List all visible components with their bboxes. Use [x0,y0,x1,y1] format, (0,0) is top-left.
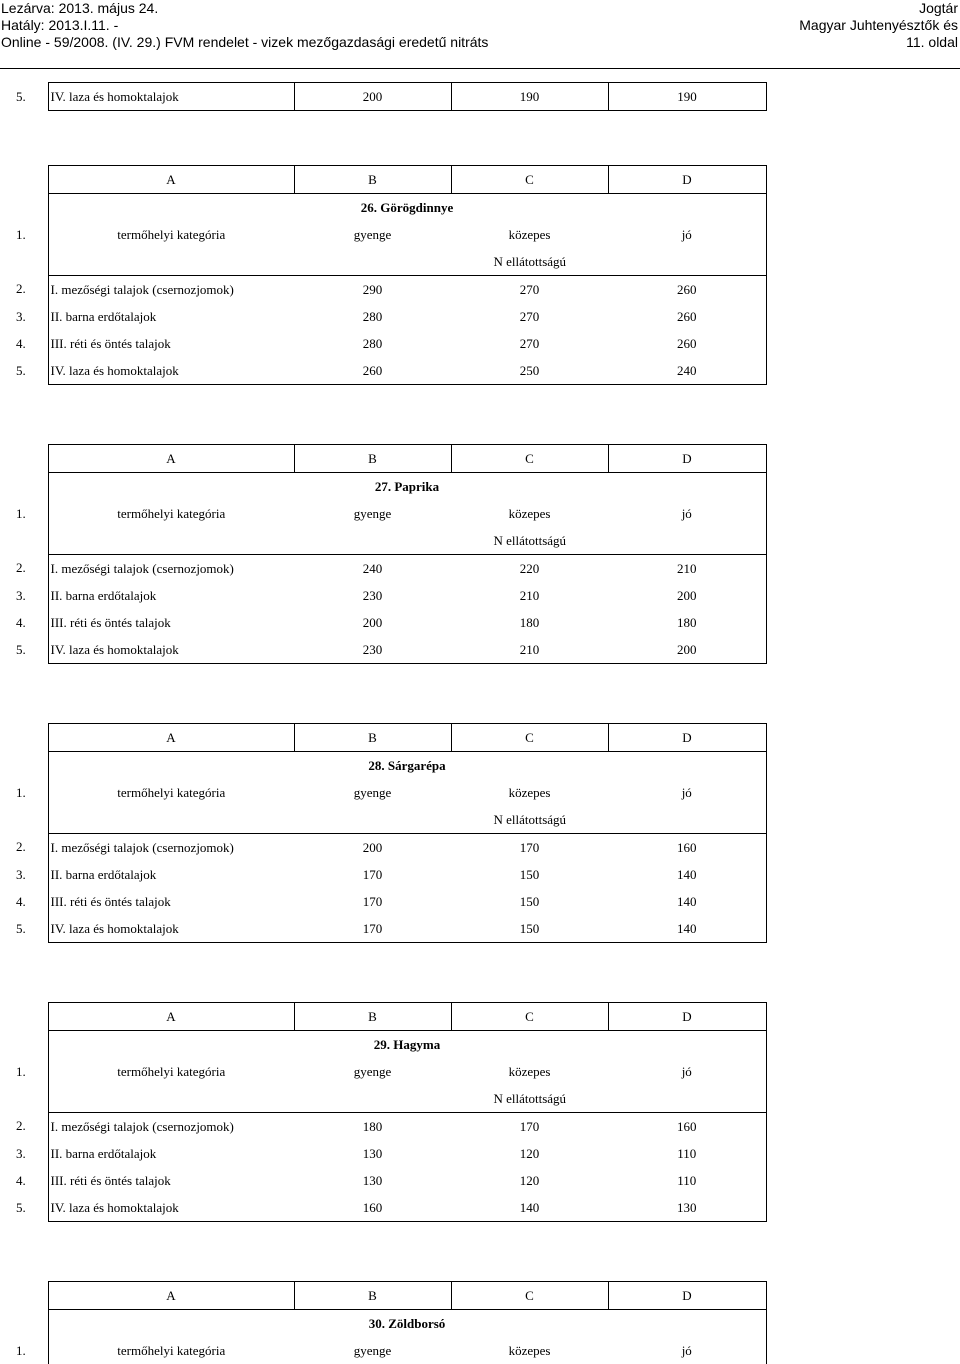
column-letter-row [8,1003,766,1031]
category-label: termőhelyi kategória [48,1058,294,1085]
row-number: 5. [16,88,26,104]
table-paprika [8,444,767,664]
column-letter: C [451,445,608,473]
table-row: 5. IV. laza és homoktalajok 160 140 130 [8,1194,766,1222]
column-letter: D [608,724,766,752]
table-title: 28. Sárgarépa [368,757,446,773]
category-b: gyenge [353,1342,392,1358]
table-title: 30. Zöldborsó [368,1315,446,1331]
table-row: 3. II. barna erdőtalajok 230 210 200 [8,582,766,609]
column-letter-row [8,166,766,194]
column-letter: A [48,1003,294,1031]
category-label: termőhelyi kategória [48,500,294,527]
column-letter: A [48,166,294,194]
table-row: 5. IV. laza és homoktalajok 260 250 240 [8,357,766,385]
row-label: IV. laza és homoktalajok [48,83,294,111]
licensee: Magyar Juhtenyésztők és [799,17,958,33]
column-letter: A [48,1282,294,1310]
column-letter: A [48,724,294,752]
table-gorogdinnye [8,165,767,385]
category-c: közepes [508,505,551,521]
table-row: 3. II. barna erdőtalajok 280 270 260 [8,303,766,330]
column-letter: C [451,1003,608,1031]
continuation-table [8,82,767,111]
table-row: 4. III. réti és öntés talajok 280 270 260 [8,330,766,357]
cell-c: 190 [451,83,608,111]
header-divider [0,68,960,69]
column-letter: B [294,166,451,194]
publisher: Jogtár [919,0,958,16]
table-sargarepa [8,723,767,943]
column-letter: B [294,445,451,473]
header-right [799,0,958,51]
column-letter: B [294,1282,451,1310]
category-c: közepes [508,1342,551,1358]
row-number: 1. [16,1342,26,1358]
table-row [8,83,766,111]
column-letter: D [608,1003,766,1031]
row-number: 1. [16,784,26,800]
cell-d: 190 [608,83,766,111]
category-c: közepes [508,784,551,800]
header-left [1,0,488,51]
table-row: 2. I. mezőségi talajok (csernozjomok) 180 170 160 [8,1113,766,1141]
column-letter: B [294,1003,451,1031]
closed-date: Lezárva: 2013. május 24. [1,0,159,16]
column-letter: D [608,445,766,473]
column-letter-row [8,1282,766,1310]
row-number: 1. [16,226,26,242]
table-row: 3. II. barna erdőtalajok 170 150 140 [8,861,766,888]
column-letter: B [294,724,451,752]
column-letter: A [48,445,294,473]
category-label: termőhelyi kategória [48,221,294,248]
table-title: 27. Paprika [374,478,440,494]
category-b: gyenge [353,505,392,521]
category-label: termőhelyi kategória [48,779,294,806]
table-row: 5. IV. laza és homoktalajok 230 210 200 [8,636,766,664]
column-letter: C [451,166,608,194]
table-zoldborso [8,1281,767,1364]
cell-b: 200 [294,83,451,111]
table-row: 3. II. barna erdőtalajok 130 120 110 [8,1140,766,1167]
table-row: 5. IV. laza és homoktalajok 170 150 140 [8,915,766,943]
column-letter: D [608,166,766,194]
row-number: 1. [16,1063,26,1079]
table-row: 2. I. mezőségi talajok (csernozjomok) 290 270 260 [8,276,766,304]
category-d: jó [608,221,766,248]
table-row: 2. I. mezőségi talajok (csernozjomok) 200 170 160 [8,834,766,862]
supply-label: N ellátottságú [493,1090,567,1106]
column-letter-row [8,445,766,473]
row-number: 1. [16,505,26,521]
category-d: jó [608,500,766,527]
table-title: 26. Görögdinnye [360,199,454,215]
category-d: jó [608,1337,766,1364]
table-row: 4. III. réti és öntés talajok 170 150 140 [8,888,766,915]
effective-date: Hatály: 2013.I.11. - [1,17,119,33]
table-row: 4. III. réti és öntés talajok 200 180 180 [8,609,766,636]
supply-label: N ellátottságú [493,532,567,548]
column-letter: C [451,1282,608,1310]
category-b: gyenge [353,784,392,800]
document-title: Online - 59/2008. (IV. 29.) FVM rendelet - vizek mezőgazdasági eredetű nitráts [1,34,489,50]
table-row: 2. I. mezőségi talajok (csernozjomok) 240 220 210 [8,555,766,583]
category-d: jó [608,779,766,806]
table-hagyma [8,1002,767,1222]
category-c: közepes [508,1063,551,1079]
table-title: 29. Hagyma [373,1036,441,1052]
page-header [0,0,960,62]
category-c: közepes [508,226,551,242]
table-row: 4. III. réti és öntés talajok 130 120 110 [8,1167,766,1194]
category-b: gyenge [353,226,392,242]
supply-label: N ellátottságú [493,811,567,827]
category-label: termőhelyi kategória [48,1337,294,1364]
column-letter: D [608,1282,766,1310]
column-letter-row [8,724,766,752]
supply-label: N ellátottságú [493,253,567,269]
category-d: jó [608,1058,766,1085]
category-b: gyenge [353,1063,392,1079]
column-letter: C [451,724,608,752]
page-number: 11. oldal [906,34,958,50]
